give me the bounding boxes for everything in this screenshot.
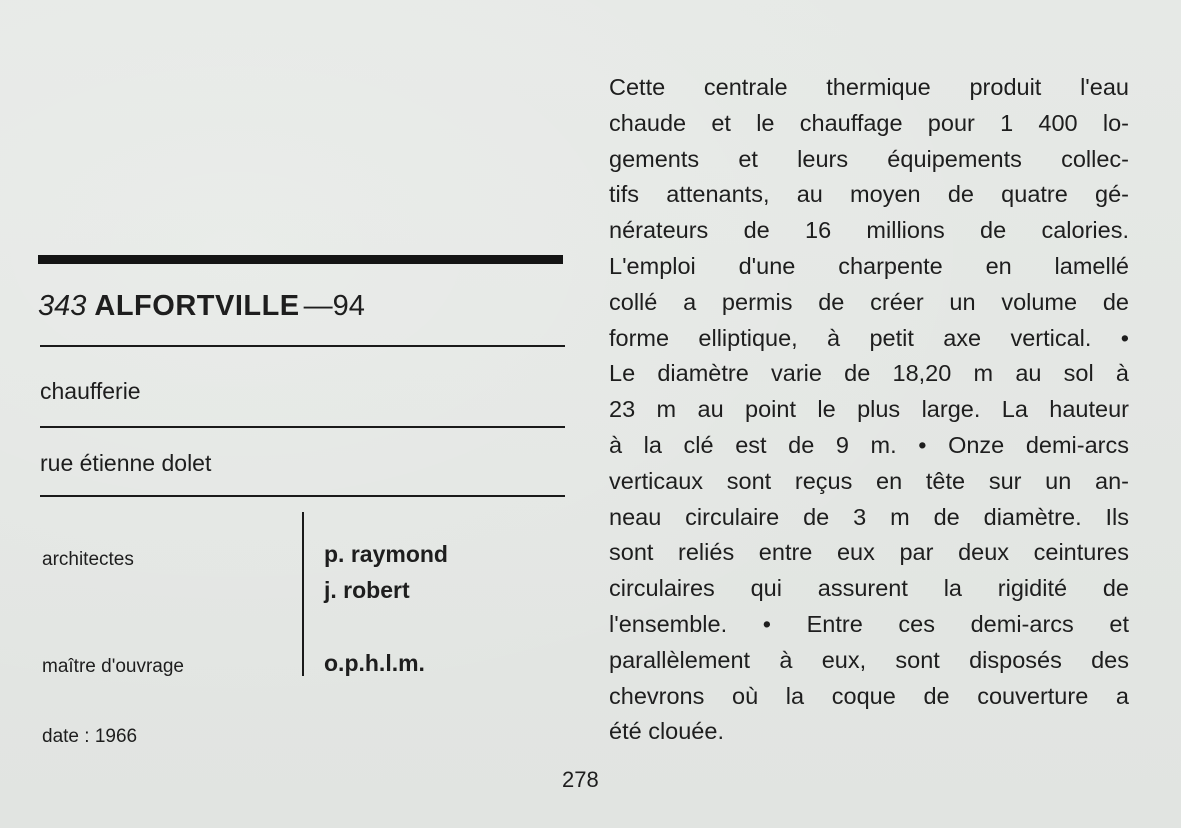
client-name: o.p.h.l.m. [324, 650, 425, 676]
divider-rule [40, 345, 565, 347]
description-line: verticaux sont reçus en tête sur un an- [609, 467, 1129, 494]
description-line: à la clé est de 9 m. • Onze demi-arcs [609, 431, 1129, 458]
entry-department: 94 [332, 290, 365, 322]
divider-rule [40, 495, 565, 497]
divider-rule [40, 426, 565, 428]
description-line: neau circulaire de 3 m de diamètre. Ils [609, 503, 1129, 530]
date-label: date : 1966 [42, 726, 138, 747]
heading-thick-rule [38, 255, 563, 264]
entry-city: ALFORTVILLE [94, 290, 300, 322]
description-line: chaude et le chauffage pour 1 400 lo- [609, 109, 1129, 136]
entry-separator: — [303, 290, 333, 322]
description-line: tifs attenants, au moyen de quatre gé- [609, 181, 1129, 208]
building-address: rue étienne dolet [40, 450, 212, 476]
column-divider [302, 512, 304, 676]
page-number: 278 [562, 767, 599, 792]
description-line: gements et leurs équipements collec- [609, 145, 1129, 172]
description-line: Cette centrale thermique produit l'eau [609, 74, 1129, 100]
architect-name: j. robert [324, 577, 410, 603]
description-line: chevrons où la coque de couverture a [609, 682, 1129, 709]
description-text [609, 70, 1129, 750]
description-line: L'emploi d'une charpente en lamellé [609, 252, 1129, 279]
description-line: Le diamètre varie de 18,20 m au sol à [609, 360, 1129, 387]
description-line: sont reliés entre eux par deux ceintures [609, 539, 1129, 566]
description-line: parallèlement à eux, sont disposés des [609, 646, 1129, 673]
description-line: forme elliptique, à petit axe vertical. • [609, 324, 1129, 351]
entry-title [38, 290, 365, 323]
description-line: nérateurs de 16 millions de calories. [609, 217, 1129, 244]
building-type: chaufferie [40, 378, 141, 404]
description-line: l'ensemble. • Entre ces demi-arcs et [609, 610, 1129, 637]
description-line: été clouée. [609, 718, 724, 745]
client-label: maître d'ouvrage [42, 656, 184, 677]
entry-number: 343 [38, 290, 87, 322]
architect-name: p. raymond [324, 541, 448, 567]
description-line: circulaires qui assurent la rigidité de [609, 575, 1129, 602]
description-line: 23 m au point le plus large. La hauteur [609, 396, 1129, 423]
architects-label: architectes [42, 549, 134, 570]
description-line: collé a permis de créer un volume de [609, 288, 1129, 315]
